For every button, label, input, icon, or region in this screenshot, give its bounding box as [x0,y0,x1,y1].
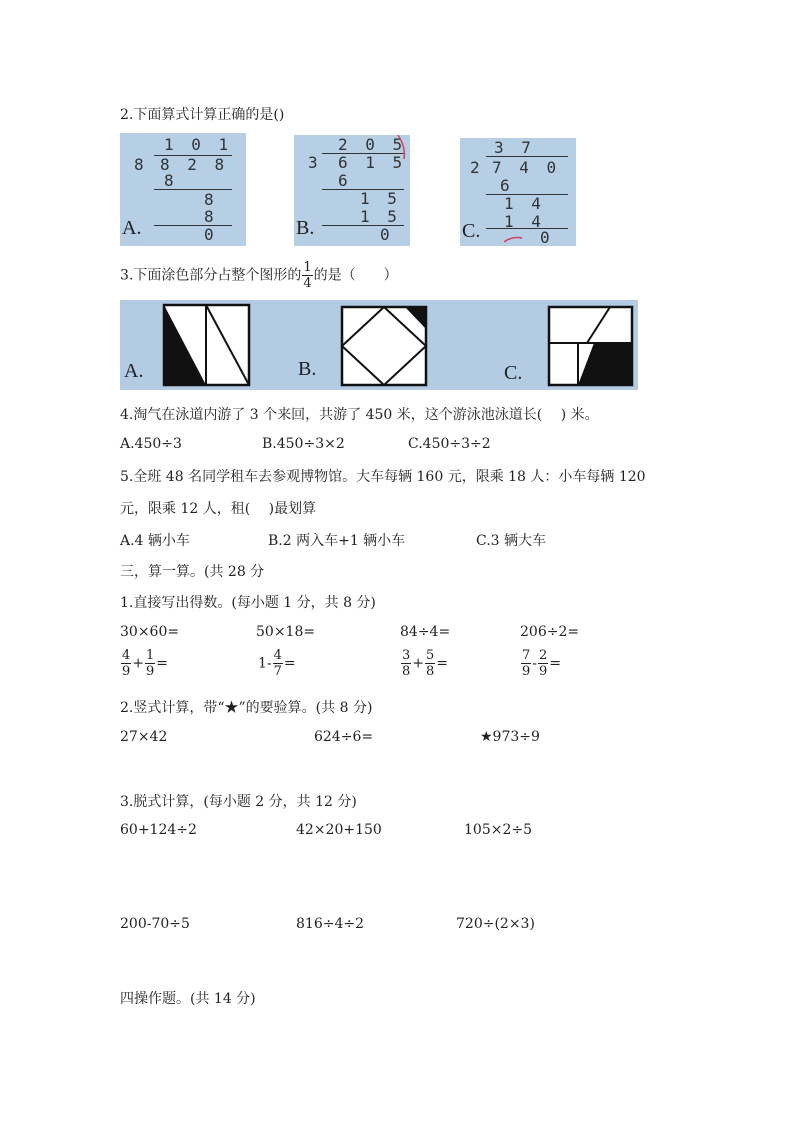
step: 1 4 [504,212,545,231]
quotient: 1 0 1 [164,135,233,154]
q4-option-b[interactable]: B.450÷3×2 [262,436,345,452]
fraction-item: $\frac{7}{9}$ - $\frac{2}{9}$ = [522,648,562,679]
step: 6 [338,171,352,190]
q2-title: 2.下面算式计算正确的是() [120,107,285,123]
step: 1 5 [360,189,401,208]
section3-title: 三，算一算。(共 28 分 [120,564,265,580]
q3-title [120,260,398,291]
step: 8 [204,207,218,226]
vertical-calc-item: 624÷6= [314,729,374,745]
q3-figures-image[interactable] [120,300,638,390]
fraction-item: 1- $\frac{4}{7}$ = [258,648,296,679]
step-calc-item: 200-70÷5 [120,916,190,932]
denominator: 4 [303,276,312,291]
mental-math-item: 84÷4= [400,624,451,640]
q4-title: 4.淘气在泳道内游了 3 个来回，共游了 450 米，这个游泳池泳道长( ) 米。 [120,407,599,423]
q3-label-b: B. [298,358,317,380]
dividend: 7 4 0 [492,158,561,177]
q2-option-a-image[interactable] [120,133,246,246]
vertical-calc-item: ★973÷9 [480,729,540,745]
section3-p2-title: 2.竖式计算，带“★”的要验算。(共 8 分) [120,700,373,716]
q3-fraction [302,260,312,291]
vertical-calc-item: 27×42 [120,729,168,745]
fraction-item: $\frac{4}{9}$ + $\frac{1}{9}$ = [122,648,169,679]
step: 6 [500,176,514,195]
q3-title-after: 的是（ ） [313,267,398,284]
quotient: 2 0 5 [338,135,407,154]
section3-p3-title: 3.脱式计算，(每小题 2 分，共 12 分) [120,794,357,810]
q5-line1: 5.全班 48 名同学租车去参观博物馆。大车每辆 160 元，限乘 18 人：小车每辆 120 [120,469,646,485]
numerator: 1 [303,260,312,275]
q5-line2: 元，限乘 12 人，租( )最划算 [120,501,317,517]
section3-p1-title: 1.直接写出得数。(每小题 1 分，共 8 分) [120,595,376,611]
step: 1 4 [504,194,545,213]
step-calc-item: 720÷(2×3) [456,916,535,932]
q5-option-a[interactable]: A.4 辆小车 [120,533,190,549]
q5-option-c[interactable]: C.3 辆大车 [476,533,547,549]
remainder: 0 [540,228,554,246]
mental-math-item: 206÷2= [520,624,580,640]
mental-math-item: 30×60= [120,624,180,640]
q3-shapes [120,300,638,390]
remainder: 0 [204,225,218,244]
q2-option-b-image[interactable] [294,135,410,246]
q3-label-a: A. [124,360,144,382]
remainder: 0 [380,225,394,244]
step-calc-item: 105×2÷5 [464,822,532,838]
dividend: 8 2 8 [160,155,229,174]
divisor: 2 [470,158,484,177]
step: 1 5 [360,207,401,226]
q5-option-b[interactable]: B.2 两入车+1 辆小车 [268,533,406,549]
fraction-item: $\frac{3}{8}$ + $\frac{5}{8}$ = [402,648,449,679]
option-label: B. [296,217,315,239]
section4-title: 四操作题。(共 14 分) [120,991,256,1007]
mental-math-item: 50×18= [256,624,316,640]
divisor: 8 [134,155,148,174]
q4-option-a[interactable]: A.450÷3 [120,436,182,452]
option-label: A. [122,217,142,239]
dividend: 6 1 5 [338,153,407,172]
option-label: C. [462,220,481,242]
quotient: 3 7 [494,138,535,157]
step: 8 [164,171,178,190]
q2-option-c-image[interactable] [460,138,576,246]
divisor: 3 [308,153,322,172]
q3-label-c: C. [504,362,523,384]
step-calc-item: 816÷4÷2 [296,916,364,932]
step-calc-item: 42×20+150 [296,822,382,838]
q4-option-c[interactable]: C.450÷3÷2 [408,436,491,452]
q3-title-before: 3.下面涂色部分占整个图形的 [120,267,302,284]
step: 8 [204,190,218,209]
step-calc-item: 60+124÷2 [120,822,197,838]
